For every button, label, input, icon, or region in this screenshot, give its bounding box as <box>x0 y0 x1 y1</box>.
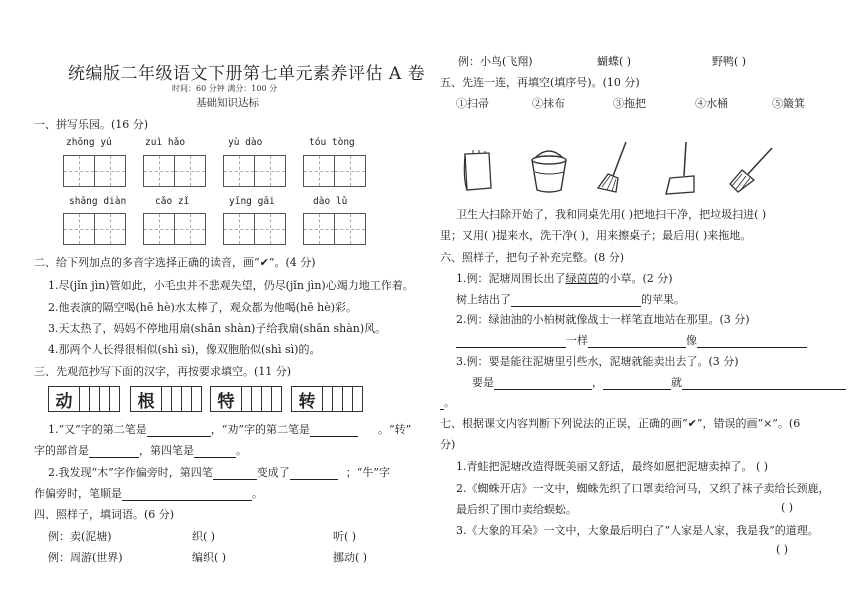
q6-text: 像 <box>686 334 697 347</box>
q3-line1-cont <box>34 442 247 458</box>
pinyin-label: tóu tòng <box>309 137 355 148</box>
exam-meta: 时间：60 分钟 满分：100 分 <box>172 84 278 93</box>
q2-item: 3.天太热了，妈妈不停地用扇(shān shàn)子给我扇(shān shàn)风。 <box>48 322 387 335</box>
q6-fill-1 <box>456 291 685 307</box>
q7-heading-cont: 分) <box>440 438 456 451</box>
writing-grid[interactable] <box>143 155 206 187</box>
q3-line2-cont <box>34 485 263 501</box>
q3-text: 1.“又”字的第二笔是 <box>48 423 147 436</box>
section-subtitle: 基础知识达标 <box>196 97 259 109</box>
q2-heading: 二、给下列加点的多音字选择正确的读音，画“✔”。(4 分) <box>34 256 316 269</box>
q3-text: 变成了 <box>256 466 290 479</box>
q6-text: 要是 <box>472 376 494 389</box>
q2-item: 2.他表演的隔空喝(hē hè)水太棒了，观众都为他喝(hē hè)彩。 <box>48 301 358 314</box>
pinyin-label: zuì hǎo <box>145 137 186 148</box>
q4-fill[interactable]: 蝴蝶( ) <box>597 55 632 68</box>
pinyin-label: yīng gāi <box>229 196 275 207</box>
writing-grid[interactable] <box>143 213 206 245</box>
q4-fill[interactable]: 挪动( ) <box>333 551 368 564</box>
q5-heading: 五、先连一连，再填空(填序号)。(10 分) <box>440 76 640 89</box>
q7-item-3: 3.《大象的耳朵》一文中，大象最后明白了“人家是人家，我是我”的道理。 <box>456 524 819 537</box>
answer-blank[interactable] <box>213 479 257 480</box>
q5-option: ④水桶 <box>695 97 728 110</box>
q3-heading: 三、先观范抄写下面的汉字，再按要求填空。(11 分) <box>34 365 292 378</box>
bucket-icon[interactable] <box>527 148 571 196</box>
q3-text: 字的部首是 <box>34 444 89 457</box>
cloth-icon[interactable] <box>459 150 497 194</box>
q4-example: 例：卖(泥塘) <box>48 530 112 543</box>
q4-example: 例：周游(世界) <box>48 551 123 564</box>
pinyin-label: yù dào <box>228 137 263 148</box>
broom-icon[interactable] <box>596 140 632 196</box>
answer-blank[interactable] <box>697 347 807 348</box>
q6-text: 就 <box>671 376 682 389</box>
q6-text: 的小草。(2 分) <box>598 272 673 285</box>
answer-blank[interactable] <box>147 436 211 437</box>
q4-heading: 四、照样子，填词语。(6 分) <box>34 508 175 521</box>
pinyin-label: zhōng yú <box>66 137 112 148</box>
q3-text: ，“劝”字的第二笔是 <box>210 423 310 436</box>
q4-fill[interactable]: 编织( ) <box>192 551 227 564</box>
q6-text: 1.例：泥塘周围长出了 <box>456 272 566 285</box>
q7-heading: 七、根据课文内容判断下列说法的正误，正确的画“✔”，错误的画“×”。(6 <box>440 417 801 430</box>
char-copy-box[interactable] <box>48 386 120 410</box>
model-char: 根 <box>130 386 162 412</box>
q3-text: ，第四笔是 <box>139 444 194 457</box>
pinyin-label: dào lǔ <box>313 196 348 207</box>
answer-blank[interactable] <box>511 306 641 307</box>
answer-blank[interactable] <box>682 389 846 390</box>
q5-option: ③拖把 <box>613 97 646 110</box>
answer-blank[interactable] <box>310 436 358 437</box>
q4-fill[interactable]: 织( ) <box>192 530 216 543</box>
answer-blank[interactable] <box>588 347 686 348</box>
q5-paragraph-line2: 里；又用( )提来水，洗干净( )，用来擦桌子；最后用( )来拖地。 <box>440 229 752 242</box>
q3-text: 作偏旁时，笔顺是 <box>34 487 122 500</box>
writing-grid[interactable] <box>303 155 366 187</box>
q6-text: 的苹果。 <box>641 293 685 306</box>
answer-blank[interactable] <box>122 500 252 501</box>
writing-grid[interactable] <box>303 213 366 245</box>
answer-blank[interactable] <box>89 457 139 458</box>
dustpan-icon[interactable] <box>664 140 698 196</box>
q3-line1 <box>48 421 411 437</box>
q6-fill-3-end <box>440 394 455 410</box>
q6-fill-3 <box>472 374 846 390</box>
answer-blank[interactable] <box>456 347 566 348</box>
q6-example-3: 3.例：要是能往泥塘里引些水，泥塘就能卖出去了。(3 分) <box>456 355 739 368</box>
judge-parens[interactable]: ( ) <box>781 501 794 514</box>
mop-icon[interactable] <box>728 144 776 196</box>
q6-text: 。 <box>444 396 455 409</box>
writing-grid[interactable] <box>223 155 286 187</box>
q5-option: ①扫帚 <box>456 97 489 110</box>
answer-blank[interactable] <box>194 457 236 458</box>
char-copy-box[interactable] <box>210 386 282 410</box>
q2-item: 1.尽(jǐn jìn)管如此，小毛虫并不悲观失望，仍尽(jǐn jìn)心竭力地工作着。 <box>48 279 414 292</box>
char-copy-box[interactable] <box>130 386 202 410</box>
q6-text: 一样 <box>566 334 588 347</box>
pinyin-label: cǎo zǐ <box>155 196 190 207</box>
q3-text: 。“转” <box>378 423 412 436</box>
q5-paragraph-line1: 卫生大扫除开始了，我和同桌先用( )把地扫干净，把垃圾扫进( ) <box>456 208 767 221</box>
answer-blank[interactable] <box>290 479 338 480</box>
q6-underlined: 绿茵茵 <box>565 272 599 285</box>
q1-heading: 一、拼写乐园。(16 分) <box>34 118 149 131</box>
model-char: 动 <box>48 386 80 412</box>
q3-line2 <box>48 464 390 480</box>
q7-item-2: 2.《蜘蛛开店》一文中，蜘蛛先织了口罩卖给河马，又织了袜子卖给长颈鹿， <box>456 482 830 495</box>
writing-grid[interactable] <box>223 213 286 245</box>
q5-option: ⑤簸箕 <box>772 97 805 110</box>
q4-fill[interactable]: 听( ) <box>333 530 357 543</box>
q3-text: 。 <box>252 487 263 500</box>
q3-text: 2.我发现“木”字作偏旁时，第四笔 <box>48 466 213 479</box>
page-title: 统编版二年级语文下册第七单元素养评估 A 卷 <box>68 64 426 84</box>
pinyin-label: shāng diàn <box>69 196 127 207</box>
q4-example: 例：小鸟(飞翔) <box>458 55 533 68</box>
writing-grid[interactable] <box>63 213 126 245</box>
judge-parens[interactable]: ( ) <box>776 543 789 556</box>
q4-fill[interactable]: 野鸭( ) <box>712 55 747 68</box>
q2-item: 4.那两个人长得很相似(shì sì)，像双胞胎似(shì sì)的。 <box>48 343 321 356</box>
char-copy-box[interactable] <box>291 386 363 410</box>
q7-item-1: 1.青蛙把泥塘改造得既美丽又舒适，最终如愿把泥塘卖掉了。 ( ) <box>456 460 769 473</box>
q3-text: 。 <box>236 444 247 457</box>
model-char: 转 <box>291 386 323 412</box>
q6-example-1 <box>456 270 673 286</box>
q6-fill-2 <box>456 332 807 348</box>
q6-text: 树上结出了 <box>456 293 511 306</box>
model-char: 特 <box>210 386 242 412</box>
answer-blank[interactable] <box>603 389 671 390</box>
q6-example-2: 2.例：绿油油的小柏树就像战士一样笔直地站在那里。(3 分) <box>456 313 750 326</box>
q6-text: ， <box>592 376 603 389</box>
q6-heading: 六、照样子，把句子补充完整。(8 分) <box>440 251 625 264</box>
q7-item-2-cont: 最后织了围巾卖给蜈蚣。 <box>456 503 577 516</box>
answer-blank[interactable] <box>494 389 592 390</box>
q3-text: ；“牛”字 <box>345 466 390 479</box>
q5-option: ②抹布 <box>532 97 565 110</box>
answer-blank[interactable] <box>440 409 444 410</box>
writing-grid[interactable] <box>63 155 126 187</box>
